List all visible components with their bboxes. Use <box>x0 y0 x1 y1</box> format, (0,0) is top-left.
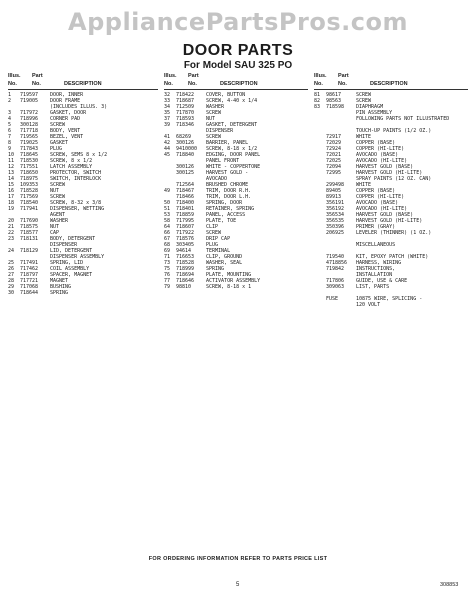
illus-number: 58 <box>164 218 171 224</box>
part-description: TRIM, DOOR R.H. <box>206 188 252 194</box>
part-number: 356535 <box>326 218 345 224</box>
part-description: SCREW <box>50 122 66 128</box>
part-description: AVOCADO (HI-LITE) <box>356 206 408 212</box>
parts-rows <box>164 92 314 290</box>
header-divider <box>8 89 158 90</box>
illus-number: 9 <box>8 146 12 152</box>
part-number: 718840 <box>176 152 195 158</box>
part-description: SCREW, 8-18 x 1 <box>206 284 252 290</box>
part-description: GASKET <box>50 140 69 146</box>
illus-number: 8 <box>8 140 12 146</box>
part-number: 718975 <box>20 176 39 182</box>
part-number: 718687 <box>176 98 195 104</box>
illus-number: 13 <box>8 170 15 176</box>
illus-number: 10 <box>8 152 15 158</box>
part-description: SCREW <box>206 134 222 140</box>
part-description: INSTALLATION <box>356 272 393 278</box>
part-number: 719005 <box>20 98 39 104</box>
header-part-label: Part <box>188 73 199 79</box>
illus-number: 6 <box>8 128 12 134</box>
illus-number: 11 <box>8 158 15 164</box>
part-description: PLUG <box>206 242 219 248</box>
part-number: 718996 <box>20 116 39 122</box>
header-no-label: No. <box>32 81 41 87</box>
part-description: HARVEST GOLD (BASE) <box>356 164 414 170</box>
part-number: 718577 <box>20 230 39 236</box>
part-description: PLATE, MOUNTING <box>206 272 252 278</box>
part-description: AGENT <box>50 212 66 218</box>
part-description: BUSHING <box>50 284 72 290</box>
part-description: WHITE - COPPERTONE <box>206 164 261 170</box>
parts-column-2 <box>164 72 314 290</box>
part-number: 717551 <box>20 164 39 170</box>
illus-number: 22 <box>8 230 15 236</box>
illus-number: 32 <box>164 92 171 98</box>
part-description: SPRING, DOOR <box>206 200 243 206</box>
part-number: 98617 <box>326 92 342 98</box>
header-part-label: Part <box>338 73 349 79</box>
illus-number: 12 <box>8 164 15 170</box>
illus-number: 66 <box>164 230 171 236</box>
part-number: 299498 <box>326 182 345 188</box>
header-illus-label: Illus. <box>164 73 177 79</box>
illus-number: 39 <box>164 122 171 128</box>
part-number: 719842 <box>326 266 345 272</box>
illus-number: 34 <box>164 104 171 110</box>
part-number: 98563 <box>326 98 342 104</box>
part-description: GASKET, DOOR <box>50 110 87 116</box>
part-description: GASKET, DETERGENT <box>206 122 258 128</box>
part-description: GUIDE, USE & CARE <box>356 278 408 284</box>
part-number: 717870 <box>176 110 195 116</box>
part-description: LATCH ASSEMBLY <box>50 164 93 170</box>
header-no-label: No. <box>188 81 197 87</box>
part-number: 718131 <box>20 236 39 242</box>
part-number: 718346 <box>176 122 195 128</box>
illus-number: 53 <box>164 212 171 218</box>
column-header <box>164 72 314 92</box>
part-number: 718528 <box>176 260 195 266</box>
part-number: 717843 <box>20 146 39 152</box>
part-description: SPRAY PAINTS (12 OZ. CAN) <box>356 176 432 182</box>
part-number: 717972 <box>20 110 39 116</box>
part-description: WASHER, SEAL <box>206 260 243 266</box>
part-description: CAP <box>50 230 60 236</box>
part-description: PIN ASSEMBLY <box>356 110 393 116</box>
part-description: SCREW <box>356 92 372 98</box>
part-description: AVOCADO (BASE) <box>356 200 399 206</box>
part-description: (INCLUDES ILLUS. 3) <box>50 104 108 110</box>
part-number: 718593 <box>176 116 195 122</box>
part-description: SCREW, 8-18 x 1/2 <box>206 146 258 152</box>
illus-number: 41 <box>164 134 171 140</box>
header-illus-label: Illus. <box>8 73 21 79</box>
illus-number: 68 <box>164 242 171 248</box>
part-description: SWITCH, INTERLOCK <box>50 176 102 182</box>
part-number: 206925 <box>326 230 345 236</box>
header-divider <box>314 89 468 90</box>
part-description: HARVEST GOLD - <box>206 170 249 176</box>
header-divider <box>164 89 308 90</box>
part-description: NUT <box>206 116 216 122</box>
part-description: SPRING <box>206 266 225 272</box>
part-number: 718644 <box>20 290 39 296</box>
part-number: 718422 <box>176 92 195 98</box>
illus-number: 28 <box>8 278 15 284</box>
column-header <box>314 72 474 92</box>
column-header <box>8 72 164 92</box>
part-description: BRUSHED CHROME <box>206 182 249 188</box>
part-description: COPPER (HI-LITE) <box>356 194 405 200</box>
part-description: BODY, DETERGENT <box>50 236 96 242</box>
part-number: 89913 <box>326 194 342 200</box>
illus-number: 44 <box>164 146 171 152</box>
part-description: DISPENSER <box>50 242 78 248</box>
part-description: SPRING <box>50 290 69 296</box>
part-number: 717995 <box>176 218 195 224</box>
part-number: 303405 <box>176 242 195 248</box>
illus-number: 49 <box>164 188 171 194</box>
illus-number: 33 <box>164 98 171 104</box>
part-description: CORNER PAD <box>50 116 81 122</box>
part-number: 718575 <box>20 224 39 230</box>
part-number: 109353 <box>20 182 39 188</box>
illus-number: 21 <box>8 224 15 230</box>
part-description: LEVELER (THINNER) (1 OZ.) <box>356 230 432 236</box>
part-number: 719565 <box>20 134 39 140</box>
part-description: AVOCADO (BASE) <box>356 152 399 158</box>
illus-number: 5 <box>8 122 12 128</box>
header-no-label: No. <box>164 81 173 87</box>
part-number: 718797 <box>20 272 39 278</box>
part-number <box>326 302 356 308</box>
page-title: DOOR PARTS <box>182 42 294 59</box>
part-number: 718129 <box>20 248 39 254</box>
part-description: DRIP CAP <box>206 236 231 242</box>
part-description: INSTRUCTIONS, <box>356 266 396 272</box>
part-description: CLIP, GROUND <box>206 254 243 260</box>
part-description: PANEL, ACCESS <box>206 212 246 218</box>
part-number: 9410000 <box>176 146 198 152</box>
part-description: NUT <box>50 188 60 194</box>
part-description: SCREW, SEMS 8 x 1/2 <box>50 152 108 158</box>
part-number: 718400 <box>176 200 195 206</box>
part-number: 300126 <box>176 140 195 146</box>
part-number: 4718856 <box>326 260 348 266</box>
part-description: KIT, EPOXY PATCH (WHITE) <box>356 254 429 260</box>
part-number: 300125 <box>176 170 195 176</box>
part-number: 350396 <box>326 224 345 230</box>
part-description: SCREW, 8 x 1/2 <box>50 158 93 164</box>
part-number: 72995 <box>326 170 342 176</box>
illus-number: 77 <box>164 278 171 284</box>
part-description: TOUCH-UP PAINTS (1/2 OZ.) <box>356 128 432 134</box>
header-illus-label: Illus. <box>314 73 327 79</box>
part-number: 717462 <box>20 266 39 272</box>
illus-number: 4 <box>8 116 12 122</box>
part-number: 94614 <box>176 248 192 254</box>
part-description: PLATE, TOE <box>206 218 237 224</box>
part-description: SPRING, LID <box>50 260 84 266</box>
part-description: PRIMER (GRAY) <box>356 224 396 230</box>
part-description: SCREW <box>356 98 372 104</box>
part-description: COPPER (BASE) <box>356 140 396 146</box>
part-number: 718528 <box>20 188 39 194</box>
part-description: CLIP <box>206 224 219 230</box>
illus-number: 23 <box>8 236 15 242</box>
parts-row <box>314 302 474 308</box>
part-number: 718607 <box>176 224 195 230</box>
part-number: 716653 <box>176 254 195 260</box>
part-number: 717690 <box>20 218 39 224</box>
illus-number: 27 <box>8 272 15 278</box>
illus-number: 20 <box>8 218 15 224</box>
part-description: AVOCADO <box>206 176 228 182</box>
part-description: SCREW <box>206 230 222 236</box>
illus-number: 15 <box>8 182 15 188</box>
part-description: SCREW <box>206 110 222 116</box>
part-number: 718540 <box>20 200 39 206</box>
part-description: SCREW, 8-32 x 3/8 <box>50 200 102 206</box>
parts-row <box>8 290 164 296</box>
part-description: ACTIVATOR ASSEMBLY <box>206 278 261 284</box>
header-description-label: DESCRIPTION <box>64 81 102 87</box>
illus-number: 29 <box>8 284 15 290</box>
illus-number: 50 <box>164 200 171 206</box>
part-number: 718859 <box>176 212 195 218</box>
part-number: 718466 <box>176 194 195 200</box>
part-number: 718467 <box>176 188 195 194</box>
part-description: HARVEST GOLD (HI-LITE) <box>356 170 423 176</box>
part-description: AVOCADO (HI-LITE) <box>356 158 408 164</box>
part-description: SCREW <box>50 194 66 200</box>
header-description-label: DESCRIPTION <box>220 81 258 87</box>
part-description: TRIM, DOOR L.H. <box>206 194 252 200</box>
part-number: 717068 <box>20 284 39 290</box>
part-description: SPACER, MAGNET <box>50 272 93 278</box>
part-description: SCREW <box>50 182 66 188</box>
parts-column-1 <box>8 72 164 296</box>
illus-number: 82 <box>314 98 321 104</box>
illus-number: 79 <box>164 284 171 290</box>
part-number: 98810 <box>176 284 192 290</box>
part-description: COIL ASSEMBLY <box>50 266 90 272</box>
parts-rows <box>8 92 164 296</box>
ordering-info-footer: FOR ORDERING INFORMATION REFER TO PARTS PRICE LIST <box>148 556 328 562</box>
parts-rows <box>314 92 474 308</box>
part-description: EDGING, DOOR PANEL <box>206 152 261 158</box>
illus-number: 24 <box>8 248 15 254</box>
part-description: HARVEST GOLD (HI-LITE) <box>356 218 423 224</box>
part-description: BODY, VENT <box>50 128 81 134</box>
part-description: FOLLOWING PARTS NOT ILLUSTRATED <box>356 116 450 122</box>
part-number: 719540 <box>326 254 345 260</box>
illus-number: 81 <box>314 92 321 98</box>
part-description: COPPER (BASE) <box>356 188 396 194</box>
part-number: 719025 <box>20 140 39 146</box>
illus-number: 64 <box>164 224 171 230</box>
part-number: 89405 <box>326 188 342 194</box>
part-number: 72029 <box>326 140 342 146</box>
part-description: DISPENSER <box>206 128 234 134</box>
part-description: DOOR FRAME <box>50 98 81 104</box>
part-description: HARVEST GOLD (BASE) <box>356 212 414 218</box>
illus-number: 73 <box>164 260 171 266</box>
part-description: LIST, PARTS <box>356 284 390 290</box>
part-description: DIAPHRAGM <box>356 104 384 110</box>
part-number: 718999 <box>176 266 195 272</box>
part-description: MAGNET <box>50 278 69 284</box>
illus-number: 75 <box>164 266 171 272</box>
header-no-label: No. <box>338 81 347 87</box>
part-number: 718645 <box>20 152 39 158</box>
part-number: 68269 <box>176 134 192 140</box>
part-number: 356191 <box>326 200 345 206</box>
part-number: 72094 <box>326 164 342 170</box>
part-number: 356192 <box>326 206 345 212</box>
part-number: 718598 <box>326 104 345 110</box>
illus-number: 71 <box>164 254 171 260</box>
illus-number: 14 <box>8 176 15 182</box>
part-description: PROTECTOR, SWITCH <box>50 170 102 176</box>
part-description: DISPENSER, WETTING <box>50 206 105 212</box>
part-number: 356534 <box>326 212 345 218</box>
part-number: 719597 <box>20 92 39 98</box>
illus-number: 19 <box>8 206 15 212</box>
part-number: 718694 <box>176 272 195 278</box>
illus-number: 37 <box>164 116 171 122</box>
part-number: 309063 <box>326 284 345 290</box>
part-number: 718401 <box>176 206 195 212</box>
document-code: 308853 <box>440 582 459 588</box>
header-no-label: No. <box>8 81 17 87</box>
part-number: 300126 <box>176 164 195 170</box>
illus-number: 26 <box>8 266 15 272</box>
part-description: SCREW, 4-40 x 1/4 <box>206 98 258 104</box>
part-number: 72917 <box>326 134 342 140</box>
part-description: NUT <box>50 224 60 230</box>
part-description: PLUG <box>50 146 63 152</box>
illus-number: 76 <box>164 272 171 278</box>
illus-number: 35 <box>164 110 171 116</box>
part-description: BEZEL, VENT <box>50 134 84 140</box>
header-part-label: Part <box>32 73 43 79</box>
part-description: COVER, BUTTON <box>206 92 246 98</box>
part-description: WASHER <box>50 218 69 224</box>
parts-column-3 <box>314 72 474 308</box>
illus-number: 51 <box>164 206 171 212</box>
part-description: RETAINER, SPRING <box>206 206 255 212</box>
part-description: MISCELLANEOUS <box>356 242 396 248</box>
part-description: 10875 WIRE, SPLICING - <box>356 296 423 302</box>
part-description: WASHER <box>206 104 225 110</box>
part-number: 718646 <box>176 278 195 284</box>
part-description: TERMINAL <box>206 248 231 254</box>
part-description: HARNESS, WIRING <box>356 260 402 266</box>
part-description: BARRIER, PANEL <box>206 140 249 146</box>
part-description: WHITE <box>356 134 372 140</box>
part-number: 712564 <box>176 182 195 188</box>
header-description-label: DESCRIPTION <box>370 81 408 87</box>
part-number: 72021 <box>326 152 342 158</box>
illus-number: 69 <box>164 248 171 254</box>
part-number: 717569 <box>20 194 39 200</box>
illus-number: 45 <box>164 152 171 158</box>
illus-number: 7 <box>8 134 12 140</box>
page-subtitle: For Model SAU 325 PO <box>183 60 293 71</box>
illus-number: 3 <box>8 110 12 116</box>
illus-number: 17 <box>8 194 15 200</box>
part-number: 717718 <box>20 128 39 134</box>
illus-number: 1 <box>8 92 12 98</box>
illus-number: 25 <box>8 260 15 266</box>
part-number: 718576 <box>176 236 195 242</box>
illus-number: 16 <box>8 188 15 194</box>
part-number: 717922 <box>176 230 195 236</box>
part-description: DOOR, INNER <box>50 92 84 98</box>
part-description: 120 VOLT <box>356 302 381 308</box>
part-description: DISPENSER ASSEMBLY <box>50 254 105 260</box>
parts-row <box>164 284 314 290</box>
part-number: 300128 <box>20 122 39 128</box>
page-number: 5 <box>236 582 240 588</box>
part-number: FUSE <box>326 296 339 302</box>
part-description: WHITE <box>356 182 372 188</box>
part-number: 717806 <box>326 278 345 284</box>
illus-number: 67 <box>164 236 171 242</box>
illus-number <box>314 302 326 308</box>
part-number: 718530 <box>20 158 39 164</box>
part-number: 718650 <box>20 170 39 176</box>
part-number: 72924 <box>326 146 342 152</box>
part-description: LID, DETERGENT <box>50 248 93 254</box>
illus-number: 18 <box>8 200 15 206</box>
illus-number: 30 <box>8 290 15 296</box>
part-number: 717941 <box>20 206 39 212</box>
part-number: 717721 <box>20 278 39 284</box>
part-number: 72025 <box>326 158 342 164</box>
part-number: 712509 <box>176 104 195 110</box>
part-number: 717491 <box>20 260 39 266</box>
part-description: PANEL FRONT <box>206 158 240 164</box>
illus-number: 2 <box>8 98 12 104</box>
illus-number: 42 <box>164 140 171 146</box>
part-description: COPPER (HI-LITE) <box>356 146 405 152</box>
illus-number: 83 <box>314 104 321 110</box>
watermark: AppliancePartsPros.com <box>68 8 408 36</box>
header-no-label: No. <box>314 81 323 87</box>
